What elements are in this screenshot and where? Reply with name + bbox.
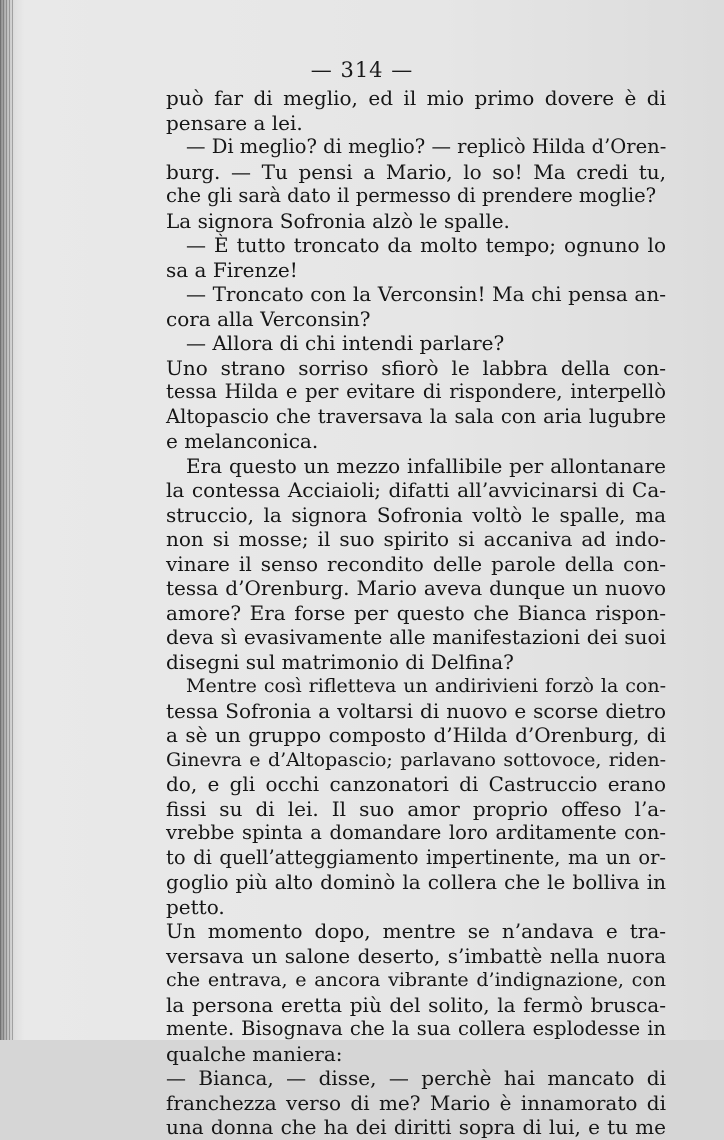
text-line: che entrava, e ancora vibrante d’indignazione, con: [166, 969, 666, 991]
text-line: petto.: [166, 894, 225, 919]
text-line: struccio, la signora Sofronia voltò le spalle, ma: [166, 502, 666, 527]
text-line: tessa Hilda e per evitare di rispondere, interpellò: [166, 380, 666, 403]
text-line: tessa d’Orenburg. Mario aveva dunque un nuovo: [166, 576, 666, 600]
text-line: to di quell’atteggiamento impertinente, ma un or-: [166, 845, 666, 869]
text-line: qualche maniera:: [166, 1041, 343, 1066]
text-line: deva sì evasivamente alle manifestazioni dei suoi: [166, 625, 666, 649]
text-line: disegni sul matrimonio di Delfina?: [166, 649, 514, 674]
page-number: — 314 —: [310, 58, 414, 82]
body-text: [166, 86, 666, 1140]
text-line: la contessa Acciaioli; difatti all’avvicinarsi di Ca-: [166, 478, 666, 502]
text-line: La signora Sofronia alzò le spalle.: [166, 208, 510, 233]
text-line: a sè un gruppo composto d’Hilda d’Orenburg, di: [166, 723, 666, 747]
text-line: può far di meglio, ed il mio primo dovere è di: [166, 86, 666, 110]
text-line: — Di meglio? di meglio? — replicò Hilda d’Oren-: [186, 135, 667, 158]
text-line: cora alla Verconsin?: [166, 306, 371, 331]
text-line: burg. — Tu pensi a Mario, lo so! Ma credi tu,: [166, 159, 666, 184]
text-line: pensare a lei.: [166, 110, 303, 135]
text-line: non si mosse; il suo spirito si accaniva ad indo-: [166, 527, 666, 551]
text-line: Ginevra e d’Altopascio; parlavano sottovoce, riden-: [166, 748, 666, 771]
text-line: Altopascio che traversava la sala con aria lugubre: [166, 404, 666, 428]
text-line: Uno strano sorriso sfiorò le labbra della con-: [166, 355, 666, 380]
text-line: goglio più alto dominò la collera che le bolliva in: [166, 870, 666, 894]
binding-gutter: [0, 0, 14, 1040]
text-line: sa a Firenze!: [166, 257, 298, 282]
text-line: franchezza verso di me? Mario è innamorato di: [166, 1090, 666, 1115]
text-line: amore? Era forse per questo che Bianca rispon-: [166, 600, 666, 625]
text-line: — È tutto troncato da molto tempo; ognuno lo: [186, 233, 666, 257]
text-line: vrebbe spinta a domandare loro arditamente con-: [166, 821, 666, 844]
text-line: — Troncato con la Verconsin! Ma chi pensa an-: [186, 282, 666, 306]
text-line: Era questo un mezzo infallibile per allontanare: [186, 453, 666, 478]
text-line: versava un salone deserto, s’imbattè nella nuora: [166, 943, 666, 968]
text-line: — Bianca, — disse, — perchè hai mancato di: [166, 1066, 666, 1090]
text-line: fissi su di lei. Il suo amor proprio offeso l’a-: [166, 796, 666, 821]
text-line: che gli sarà dato il permesso di prendere moglie?: [166, 184, 657, 207]
text-line: la persona eretta più del solito, la fermò brusca-: [166, 992, 666, 1017]
text-line: e melanconica.: [166, 429, 319, 453]
text-line: Mentre così rifletteva un andirivieni forzò la con-: [186, 675, 666, 697]
text-line: tessa Sofronia a voltarsi di nuovo e scorse dietro: [166, 698, 666, 723]
text-line: vinare il senso recondito delle parole della con-: [166, 551, 666, 576]
text-line: una donna che ha dei diritti sopra di lui, e tu me: [166, 1115, 666, 1139]
text-line: — Allora di chi intendi parlare?: [186, 331, 505, 355]
text-line: mente. Bisognava che la sua collera esplodesse in: [166, 1017, 666, 1040]
text-line: do, e gli occhi canzonatori di Castruccio erano: [166, 772, 666, 796]
text-line: Un momento dopo, mentre se n’andava e tra-: [166, 919, 666, 943]
